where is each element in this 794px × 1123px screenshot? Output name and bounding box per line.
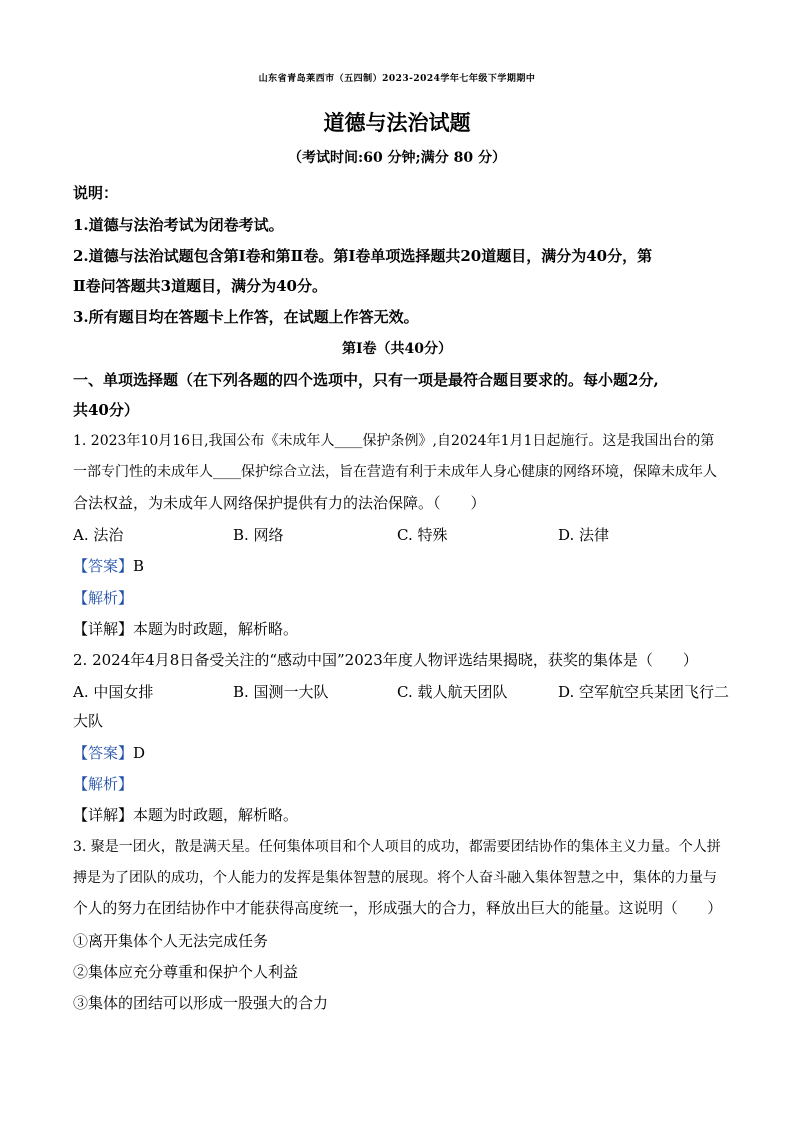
question-3-statement-2: ②集体应充分尊重和保护个人利益 xyxy=(73,963,299,981)
detail-label: 【详解】 xyxy=(73,806,134,824)
question-1-text: 一部专门性的未成年人____保护综合立法，旨在营造有利于未成年人身心健康的网络环境，保障未成年人 xyxy=(73,464,717,480)
question-3-text: 个人的努力在团结协作中才能获得高度统一，形成强大的合力，释放出巨大的能量。这说明（ ） xyxy=(73,900,722,917)
question-1-detail xyxy=(73,616,723,642)
question-1-option-d: D. 法律 xyxy=(558,526,610,544)
question-2-detail xyxy=(73,802,723,828)
detail-label: 【详解】 xyxy=(73,620,134,638)
instructions-heading: 说明： xyxy=(73,184,119,202)
question-2-option-c: C. 载人航天团队 xyxy=(397,683,508,701)
detail-text: 本题为时政题，解析略。 xyxy=(133,806,299,824)
analysis-label: 【解析】 xyxy=(73,589,134,607)
part-title-line1: 一、单项选择题（在下列各题的四个选项中，只有一项是最符合题目要求的。每小题2分, xyxy=(73,371,659,389)
exam-title-line1: 山东省青岛莱西市（五四制）2023-2024学年七年级下学期期中 xyxy=(258,74,536,84)
analysis-label: 【解析】 xyxy=(73,775,134,793)
question-2-answer xyxy=(73,740,723,766)
detail-text: 本题为时政题，解析略。 xyxy=(133,620,299,638)
instruction-item: 2.道德与法治试题包含第Ⅰ卷和第Ⅱ卷。第Ⅰ卷单项选择题共20道题目，满分为40分，第 xyxy=(73,247,653,265)
question-1-answer xyxy=(73,553,723,579)
answer-label: 【答案】 xyxy=(73,557,134,575)
volume-title: 第Ⅰ卷（共40分） xyxy=(341,341,453,357)
question-2-option-b: B. 国测一大队 xyxy=(233,683,329,701)
question-1-text: 合法权益，为未成年人网络保护提供有力的法治保障。（ ） xyxy=(73,494,486,512)
part-title-line2: 共40分） xyxy=(73,401,139,419)
answer-label: 【答案】 xyxy=(73,744,134,762)
question-2-option-d-wrap: 大队 xyxy=(73,712,104,730)
exam-title-line2: 道德与法治试题 xyxy=(323,110,471,135)
instruction-item: Ⅱ卷问答题共3道题目，满分为40分。 xyxy=(73,277,327,295)
answer-value: B xyxy=(133,557,145,575)
question-3-statement-1: ①离开集体个人无法完成任务 xyxy=(73,932,269,950)
question-1-option-b: B. 网络 xyxy=(233,526,284,544)
question-1-text: 1. 2023年10月16日,我国公布《未成年人____保护条例》,自2024年1月1日起施行。这是我国出台的第 xyxy=(73,433,715,449)
question-2-text: 2. 2024年4月8日备受关注的“感动中国”2023年度人物评选结果揭晓，获奖的集体是（ ） xyxy=(73,651,698,669)
answer-value: D xyxy=(133,744,146,762)
question-2-analysis xyxy=(73,771,723,797)
exam-info: （考试时间:60 分钟;满分 80 分） xyxy=(288,150,506,166)
instruction-item: 1.道德与法治考试为闭卷考试。 xyxy=(73,216,284,234)
question-1-option-a: A. 法治 xyxy=(73,526,124,544)
question-1-option-c: C. 特殊 xyxy=(397,526,448,544)
question-3-statement-3: ③集体的团结可以形成一股强大的合力 xyxy=(73,994,329,1012)
question-3-text: 搏是为了团队的成功，个人能力的发挥是集体智慧的展现。将个人奋斗融入集体智慧之中，集体的力量与 xyxy=(73,870,717,886)
question-2-option-d: D. 空军航空兵某团飞行二 xyxy=(558,683,730,701)
instruction-item: 3.所有题目均在答题卡上作答，在试题上作答无效。 xyxy=(73,308,419,326)
question-2-option-a: A. 中国女排 xyxy=(73,683,154,701)
question-3-text: 3. 聚是一团火，散是满天星。任何集体项目和个人项目的成功，都需要团结协作的集体主义力量。个人拼 xyxy=(73,839,721,855)
question-1-analysis xyxy=(73,585,723,611)
